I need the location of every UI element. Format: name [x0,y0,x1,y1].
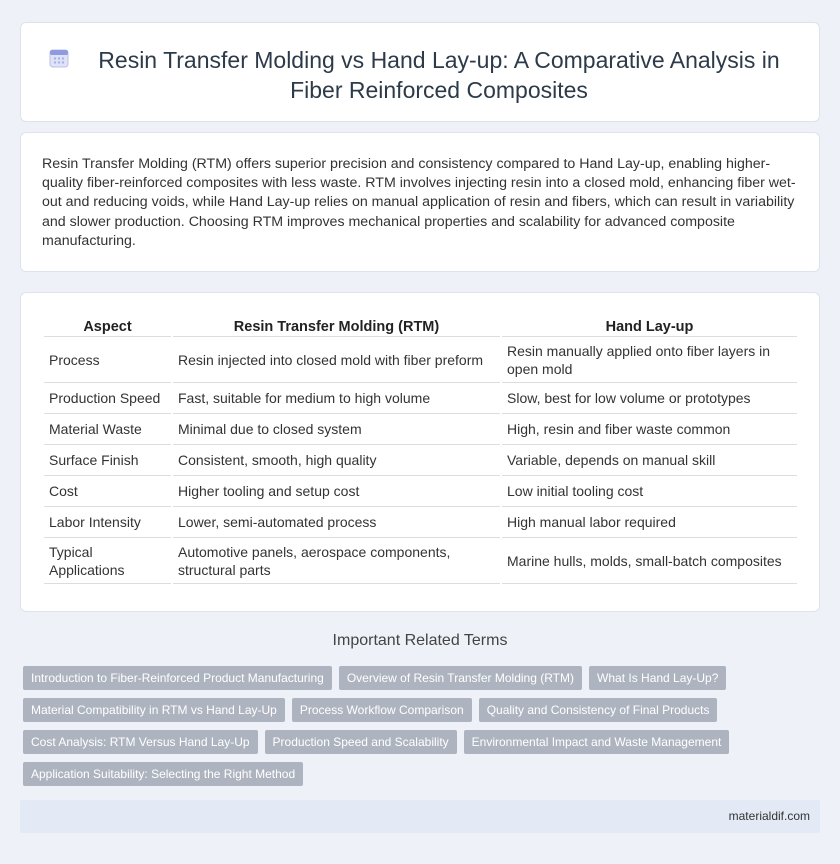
table-cell: Typical Applications [44,538,171,584]
related-term-tag[interactable]: Application Suitability: Selecting the Right Method [23,762,303,786]
page-title: Resin Transfer Molding vs Hand Lay-up: A Comparative Analysis in Fiber Reinforced Composites [98,47,780,103]
table-row [44,538,797,584]
table-cell: Material Waste [44,414,171,445]
comparison-card [20,292,820,612]
header-aspect: Aspect [44,315,171,337]
related-term-tag[interactable]: Introduction to Fiber-Reinforced Product Manufacturing [23,666,332,690]
related-term-tag[interactable]: Material Compatibility in RTM vs Hand Lay-Up [23,698,285,722]
table-cell: Labor Intensity [44,507,171,538]
related-term-tag[interactable]: Quality and Consistency of Final Products [479,698,718,722]
table-row [44,337,797,383]
footer [20,800,820,833]
intro-card [20,132,820,272]
related-term-tag[interactable]: Cost Analysis: RTM Versus Hand Lay-Up [23,730,258,754]
title-card [20,22,820,122]
table-cell: Automotive panels, aerospace components, structural parts [173,538,500,584]
table-cell: High manual labor required [502,507,797,538]
table-cell: Variable, depends on manual skill [502,445,797,476]
table-cell: Minimal due to closed system [173,414,500,445]
table-cell: Surface Finish [44,445,171,476]
related-term-tag[interactable]: Environmental Impact and Waste Management [464,730,730,754]
table-cell: Process [44,337,171,383]
table-cell: Lower, semi-automated process [173,507,500,538]
related-term-tag[interactable]: Overview of Resin Transfer Molding (RTM) [339,666,582,690]
table-cell: Low initial tooling cost [502,476,797,507]
table-cell: Higher tooling and setup cost [173,476,500,507]
table-header-row [44,315,797,337]
table-row [44,414,797,445]
related-term-tag[interactable]: Process Workflow Comparison [292,698,472,722]
table-cell: Production Speed [44,383,171,414]
table-row [44,383,797,414]
footer-site-link[interactable]: materialdif.com [728,809,810,823]
related-terms-list [23,666,803,794]
comparison-table [42,315,799,584]
table-cell: High, resin and fiber waste common [502,414,797,445]
table-row [44,507,797,538]
intro-paragraph: Resin Transfer Molding (RTM) offers superior precision and consistency compared to Hand Lay-up, enabling higher-quality fiber-reinforced composites with less waste. RTM involves injecting resin into a closed mold, enhancing fiber wet-out and reducing voids, while Hand Lay-up relies on manual application of resin and fibers, which can result in variability and slower production. Choosing RTM improves mechanical properties and scalability for advanced composite manufacturing. [42,156,796,249]
related-terms-heading: Important Related Terms [332,632,508,649]
table-cell: Consistent, smooth, high quality [173,445,500,476]
table-cell: Marine hulls, molds, small-batch composites [502,538,797,584]
table-cell: Fast, suitable for medium to high volume [173,383,500,414]
related-term-tag[interactable]: Production Speed and Scalability [265,730,457,754]
table-cell: Cost [44,476,171,507]
table-cell: Slow, best for low volume or prototypes [502,383,797,414]
header-rtm: Resin Transfer Molding (RTM) [173,315,500,337]
table-row [44,476,797,507]
header-hand-layup: Hand Lay-up [502,315,797,337]
table-row [44,445,797,476]
related-term-tag[interactable]: What Is Hand Lay-Up? [589,666,726,690]
table-cell: Resin manually applied onto fiber layers in open mold [502,337,797,383]
table-cell: Resin injected into closed mold with fiber preform [173,337,500,383]
